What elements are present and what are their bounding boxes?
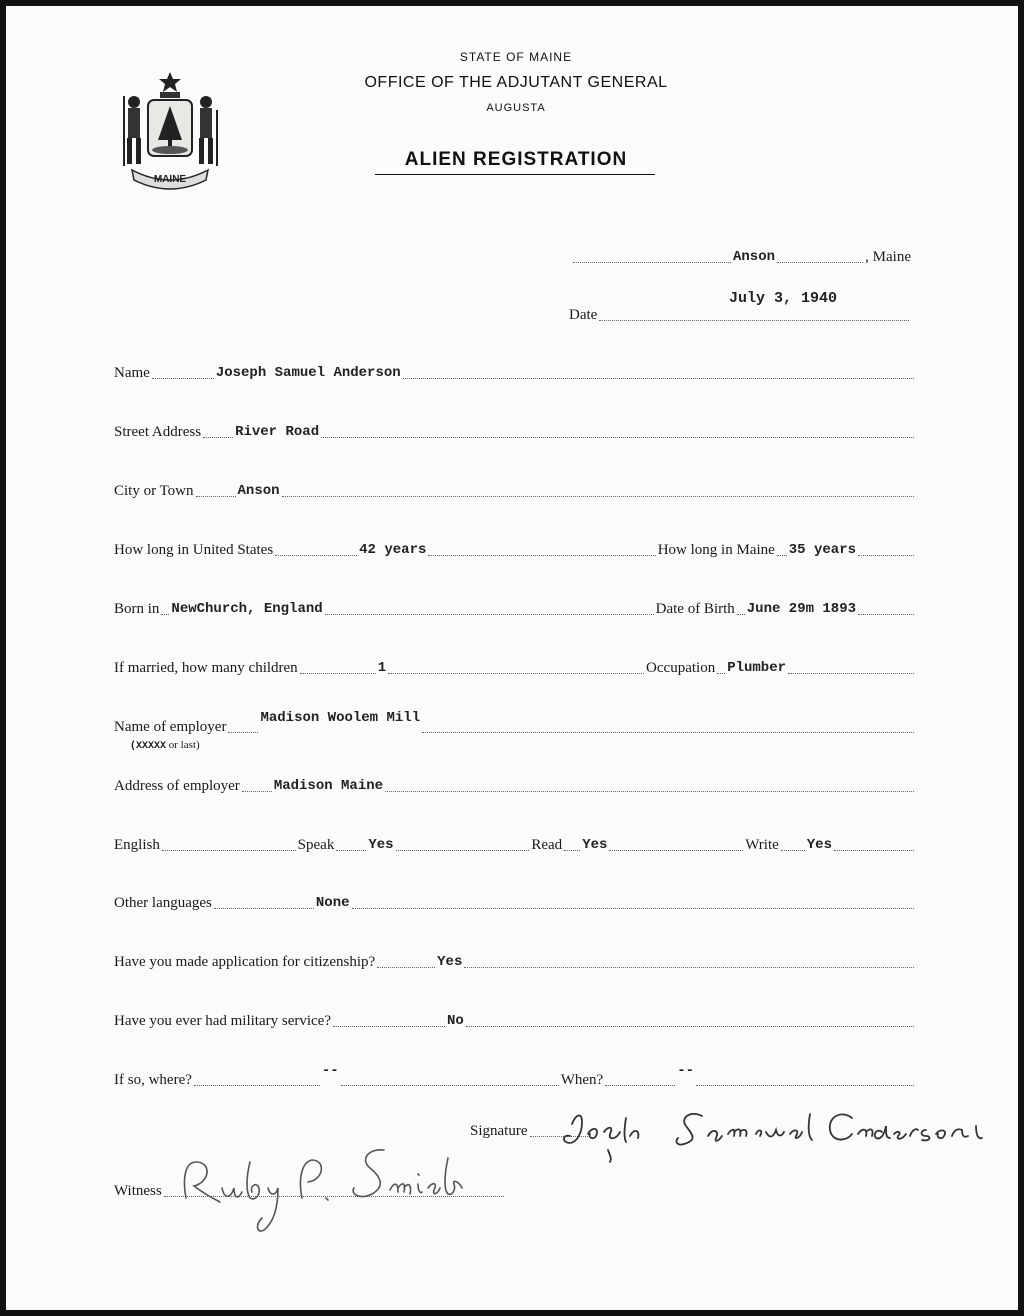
where-label: If so, where? bbox=[114, 1072, 192, 1088]
handwritten-signature-applicant bbox=[552, 1096, 996, 1166]
us-duration-value[interactable]: 42 years bbox=[359, 542, 427, 558]
date-value: July 3, 1940 bbox=[729, 290, 838, 307]
employer-name-field[interactable] bbox=[114, 712, 916, 738]
maine-duration-label: How long in Maine bbox=[657, 542, 775, 558]
maine-duration-value[interactable]: 35 years bbox=[788, 542, 856, 558]
svg-text:MAINE: MAINE bbox=[153, 174, 187, 185]
employer-address-value: Madison Maine bbox=[273, 778, 384, 794]
birth-row bbox=[114, 594, 916, 620]
registration-form-page bbox=[6, 6, 1018, 1310]
born-in-value[interactable]: NewChurch, England bbox=[171, 601, 323, 617]
speak-label: Speak bbox=[297, 837, 335, 853]
date-of-birth-label: Date of Birth bbox=[655, 601, 735, 617]
children-occupation-row bbox=[114, 653, 916, 679]
write-label: Write bbox=[745, 837, 779, 853]
other-languages-label: Other languages bbox=[114, 895, 212, 911]
when-label: When? bbox=[560, 1072, 604, 1088]
date-label: Date bbox=[569, 307, 598, 323]
header-state: STATE OF MAINE bbox=[459, 50, 573, 64]
occupation-label: Occupation bbox=[646, 660, 716, 676]
maine-state-seal-icon bbox=[114, 66, 226, 194]
us-duration-label: How long in United States bbox=[114, 542, 274, 558]
city-town-field[interactable] bbox=[114, 476, 916, 502]
residence-duration-row bbox=[114, 535, 916, 561]
street-address-value: River Road bbox=[235, 424, 320, 440]
title-underline bbox=[375, 174, 655, 175]
place-field[interactable] bbox=[571, 242, 911, 268]
other-languages-value: None bbox=[315, 895, 350, 911]
header-office: OFFICE OF THE ADJUTANT GENERAL bbox=[364, 74, 668, 91]
city-town-value: Anson bbox=[237, 483, 280, 499]
signature-field[interactable] bbox=[470, 1116, 590, 1142]
name-label: Name bbox=[114, 365, 150, 381]
children-value[interactable]: 1 bbox=[377, 660, 387, 676]
name-value: Joseph Samuel Anderson bbox=[215, 365, 401, 381]
other-languages-field[interactable] bbox=[114, 888, 916, 914]
read-label: Read bbox=[531, 837, 563, 853]
citizenship-label: Have you made application for citizenship? bbox=[114, 954, 376, 970]
military-service-value: No bbox=[447, 1013, 464, 1029]
children-label: If married, how many children bbox=[114, 660, 298, 676]
city-town-label: City or Town bbox=[114, 483, 194, 499]
military-service-field[interactable] bbox=[114, 1006, 916, 1032]
street-address-label: Street Address bbox=[114, 424, 202, 440]
signature-label: Signature bbox=[470, 1123, 528, 1139]
place-suffix: , Maine bbox=[865, 249, 911, 265]
service-where-when-row bbox=[114, 1065, 916, 1091]
read-value[interactable]: Yes bbox=[582, 837, 608, 853]
witness-label: Witness bbox=[114, 1183, 162, 1199]
citizenship-field[interactable] bbox=[114, 947, 916, 973]
military-service-label: Have you ever had military service? bbox=[114, 1013, 331, 1029]
employer-address-label: Address of employer bbox=[114, 778, 240, 794]
street-address-field[interactable] bbox=[114, 417, 916, 443]
citizenship-value: Yes bbox=[437, 954, 463, 970]
witness-field[interactable] bbox=[114, 1176, 506, 1202]
place-value: Anson bbox=[733, 249, 776, 265]
header-city: AUGUSTA bbox=[486, 102, 546, 114]
english-label: English bbox=[114, 837, 160, 853]
employer-name-note: (XXXXX or last) bbox=[130, 739, 200, 752]
name-field[interactable] bbox=[114, 358, 916, 384]
born-in-label: Born in bbox=[114, 601, 160, 617]
employer-name-value: Madison Woolem Mill bbox=[260, 710, 421, 726]
when-value[interactable]: -- bbox=[677, 1063, 694, 1079]
write-value[interactable]: Yes bbox=[806, 837, 832, 853]
occupation-value[interactable]: Plumber bbox=[727, 660, 786, 676]
where-value[interactable]: -- bbox=[321, 1063, 339, 1079]
employer-address-field[interactable] bbox=[114, 771, 916, 797]
speak-value[interactable]: Yes bbox=[368, 837, 394, 853]
date-of-birth-value[interactable]: June 29m 1893 bbox=[746, 601, 856, 617]
employer-name-label: Name of employer bbox=[114, 719, 227, 735]
english-row bbox=[114, 830, 916, 856]
form-title: ALIEN REGISTRATION bbox=[404, 149, 628, 170]
